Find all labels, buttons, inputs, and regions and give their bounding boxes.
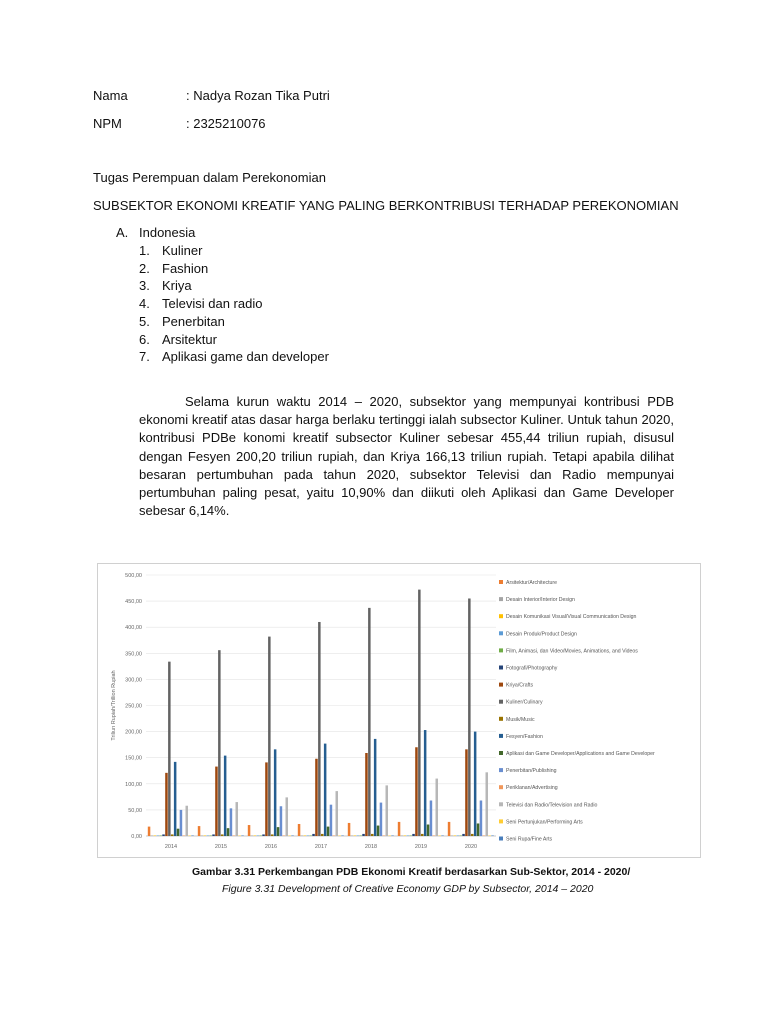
student-npm-value: : 2325210076 — [186, 116, 266, 131]
bar — [274, 749, 277, 836]
bar — [248, 825, 251, 836]
list-item-number: 2. — [139, 260, 150, 276]
bar — [359, 835, 362, 836]
bar — [315, 759, 318, 836]
bar — [180, 810, 183, 836]
y-tick-label: 50,00 — [128, 807, 142, 814]
bar — [424, 730, 427, 836]
bar — [462, 834, 465, 836]
bar — [415, 747, 418, 836]
bar — [304, 835, 307, 836]
legend-swatch — [499, 683, 503, 687]
bar — [209, 835, 212, 836]
bar — [471, 834, 474, 836]
bar — [459, 835, 462, 836]
legend-swatch — [499, 631, 503, 635]
bar — [433, 835, 436, 836]
bar — [151, 835, 154, 836]
bar — [391, 835, 394, 836]
bar — [333, 835, 336, 836]
bar — [191, 835, 194, 836]
bar — [198, 826, 201, 836]
bar — [386, 785, 389, 836]
bar — [262, 834, 265, 836]
bar — [374, 739, 377, 836]
x-tick-label: 2019 — [414, 844, 428, 850]
pdb-chart — [98, 564, 700, 857]
bar — [398, 822, 401, 836]
bar — [438, 835, 441, 836]
legend-label: Televisi dan Radio/Television and Radio — [506, 802, 598, 809]
bar — [271, 834, 274, 836]
bar — [162, 834, 165, 836]
bar — [324, 744, 327, 836]
body-paragraph: Selama kurun waktu 2014 – 2020, subsektor yang mempunyai kontribusi PDB ekonomi kreatif atas dasar harga berlaku tertinggi ialah subsector Kuliner. Untuk tahun 2020, kontribusi PDBe konomi kreatif subsector Kuliner sebesar 455,44 triliun rupiah, disusul dengan Fesyen 200,20 triliun rupiah, dan Kriya 166,13 triliun rupiah. Tetapi apabila dilihat besaran pertumbuhan pada tahun 2020, subsektor Televisi dan Radio mempunyai pertumbuhan paling pesat, yaitu 10,90% dan diikuti oleh Aplikasi dan Game Developer sebesar 6,14%. — [139, 394, 674, 519]
bar — [298, 824, 301, 836]
legend-swatch — [499, 734, 503, 738]
bar — [165, 773, 168, 836]
bar — [380, 803, 383, 836]
student-name-label: Nama — [93, 88, 128, 103]
y-tick-label: 200,00 — [125, 729, 142, 736]
legend-swatch — [499, 802, 503, 806]
legend-label: Film, Animasi, dan Video/Movies, Animations, and Videos — [506, 648, 638, 655]
bar — [327, 827, 330, 836]
legend-label: Arsitektur/Architecture — [506, 580, 558, 586]
y-tick-label: 100,00 — [125, 781, 142, 788]
student-npm-label: NPM — [93, 116, 122, 131]
x-tick-label: 2017 — [314, 844, 328, 850]
legend-label: Penerbitan/Publishing — [506, 768, 557, 775]
legend-label: Musik/Music — [506, 716, 535, 723]
bar — [488, 835, 491, 836]
y-axis-label: Triliun Rupiah/Trillion Rupiah — [111, 670, 117, 741]
bar — [221, 834, 224, 836]
legend-label: Kriya/Crafts — [506, 682, 534, 689]
legend-label: Periklanan/Advertising — [506, 785, 558, 792]
y-tick-label: 350,00 — [125, 651, 142, 658]
y-tick-label: 450,00 — [125, 599, 142, 606]
bar — [418, 590, 421, 836]
bar — [491, 835, 494, 836]
y-tick-label: 300,00 — [125, 677, 142, 684]
bar — [218, 650, 221, 836]
bar — [177, 829, 180, 836]
bar — [259, 835, 262, 836]
y-tick-label: 500,00 — [125, 573, 142, 579]
list-item-text: Penerbitan — [162, 313, 225, 329]
bar — [404, 835, 407, 836]
bar — [154, 835, 157, 836]
legend-label: Seni Pertunjukan/Performing Arts — [506, 819, 583, 826]
main-title: SUBSEKTOR EKONOMI KREATIF YANG PALING BERKONTRIBUSI TERHADAP PEREKONOMIAN — [93, 198, 679, 213]
student-name-value: : Nadya Rozan Tika Putri — [186, 88, 330, 103]
bar — [483, 835, 486, 836]
bar — [338, 835, 341, 836]
bar — [159, 835, 162, 836]
bar — [236, 802, 239, 836]
bar — [451, 835, 454, 836]
bar — [330, 805, 333, 836]
bar — [412, 834, 415, 836]
list-item-text: Televisi dan radio — [162, 296, 263, 312]
bar — [215, 767, 218, 836]
bar — [280, 806, 283, 836]
bar — [477, 823, 480, 836]
bar — [436, 779, 439, 836]
bar — [321, 834, 324, 836]
bar — [474, 732, 477, 836]
bar — [421, 834, 424, 836]
bar — [174, 762, 177, 836]
list-item-number: 4. — [139, 296, 150, 312]
bar — [283, 835, 286, 836]
list-item-number: 5. — [139, 313, 150, 329]
bar — [383, 835, 386, 836]
legend-swatch — [499, 819, 503, 823]
bar — [401, 835, 404, 836]
legend-label: Desain Interior/Interior Design — [506, 597, 575, 604]
bar — [448, 822, 451, 836]
legend-swatch — [499, 666, 503, 670]
y-tick-label: 0,00 — [131, 834, 142, 840]
bar — [157, 835, 160, 836]
bar — [268, 637, 271, 836]
bar — [201, 835, 204, 836]
bar — [238, 835, 241, 836]
bar — [251, 835, 254, 836]
legend-label: Desain Komunikasi Visual/Visual Communication Design — [506, 614, 637, 621]
legend-swatch — [499, 614, 503, 618]
bar — [291, 835, 294, 836]
bar — [341, 835, 344, 836]
legend-swatch — [499, 837, 503, 841]
legend-label: Kuliner/Culinary — [506, 699, 543, 706]
bar — [430, 801, 433, 836]
list-item-number: 7. — [139, 349, 150, 365]
bar — [168, 662, 171, 836]
bar — [207, 835, 210, 836]
list-item-text: Aplikasi game dan developer — [162, 349, 329, 365]
bar — [407, 835, 410, 836]
bar — [233, 835, 236, 836]
list-item-number: 3. — [139, 278, 150, 294]
legend-swatch — [499, 768, 503, 772]
bar — [307, 835, 310, 836]
x-tick-label: 2020 — [464, 844, 478, 850]
legend-label: Desain Produk/Product Design — [506, 631, 577, 638]
bar — [171, 834, 174, 836]
x-tick-label: 2014 — [164, 844, 178, 850]
bar — [318, 622, 321, 836]
bar — [224, 756, 227, 836]
bar — [377, 826, 380, 836]
bar — [183, 835, 186, 836]
bar — [468, 598, 471, 836]
section-label: Indonesia — [139, 225, 196, 240]
legend-label: Fotografi/Photography — [506, 665, 558, 672]
list-item-text: Fashion — [162, 260, 209, 276]
legend-swatch — [499, 700, 503, 704]
legend-swatch — [499, 580, 503, 584]
bar — [480, 801, 483, 836]
x-tick-label: 2015 — [214, 844, 228, 850]
section-marker: A. — [116, 225, 129, 240]
legend-label: Aplikasi dan Game Developer/Applications and Game Developer — [506, 751, 655, 757]
bar — [204, 835, 207, 836]
bar — [465, 749, 468, 836]
bar — [288, 835, 291, 836]
legend-swatch — [499, 597, 503, 601]
legend-label: Seni Rupa/Fine Arts — [506, 836, 553, 843]
bar — [254, 835, 257, 836]
bar — [457, 835, 460, 836]
x-tick-label: 2016 — [264, 844, 278, 850]
bar — [212, 834, 215, 836]
bar — [286, 797, 289, 836]
bar — [309, 835, 312, 836]
bar — [265, 762, 268, 836]
bar — [427, 825, 430, 836]
bar — [348, 823, 351, 836]
bar — [441, 835, 444, 836]
bar — [371, 834, 374, 836]
bar — [312, 834, 315, 836]
bar — [454, 835, 457, 836]
list-item-number: 6. — [139, 331, 150, 347]
x-tick-label: 2018 — [364, 844, 378, 850]
legend-swatch — [499, 751, 503, 755]
legend-label: Fesyen/Fashion — [506, 733, 543, 740]
bar — [227, 828, 230, 836]
list-item-number: 1. — [139, 243, 150, 258]
bar — [357, 835, 360, 836]
bar — [241, 835, 244, 836]
bar — [186, 806, 189, 836]
bar — [365, 753, 368, 836]
y-tick-label: 150,00 — [125, 755, 142, 762]
legend-swatch — [499, 785, 503, 789]
legend-swatch — [499, 717, 503, 721]
bar — [486, 772, 489, 836]
bar — [388, 835, 391, 836]
bar — [301, 835, 304, 836]
list-item-text: Kriya — [162, 278, 192, 294]
bar — [148, 827, 151, 836]
figure-caption-id: Gambar 3.31 Perkembangan PDB Ekonomi Kreatif berdasarkan Sub-Sektor, 2014 - 2020/ — [192, 866, 631, 878]
bar — [351, 835, 354, 836]
bar — [336, 791, 339, 836]
bar — [368, 608, 371, 836]
list-item-text: Kuliner — [162, 243, 203, 258]
bar — [362, 834, 365, 836]
legend-swatch — [499, 648, 503, 652]
chart-figure — [97, 563, 701, 858]
y-tick-label: 400,00 — [125, 625, 142, 632]
bar — [230, 808, 233, 836]
bar — [277, 827, 280, 836]
y-tick-label: 250,00 — [125, 703, 142, 710]
bar — [188, 835, 191, 836]
list-item-text: Arsitektur — [162, 331, 217, 347]
course-title: Tugas Perempuan dalam Perekonomian — [93, 170, 326, 185]
figure-caption-en: Figure 3.31 Development of Creative Economy GDP by Subsector, 2014 – 2020 — [222, 883, 594, 895]
bar — [257, 835, 260, 836]
bar — [409, 835, 412, 836]
bar — [354, 835, 357, 836]
